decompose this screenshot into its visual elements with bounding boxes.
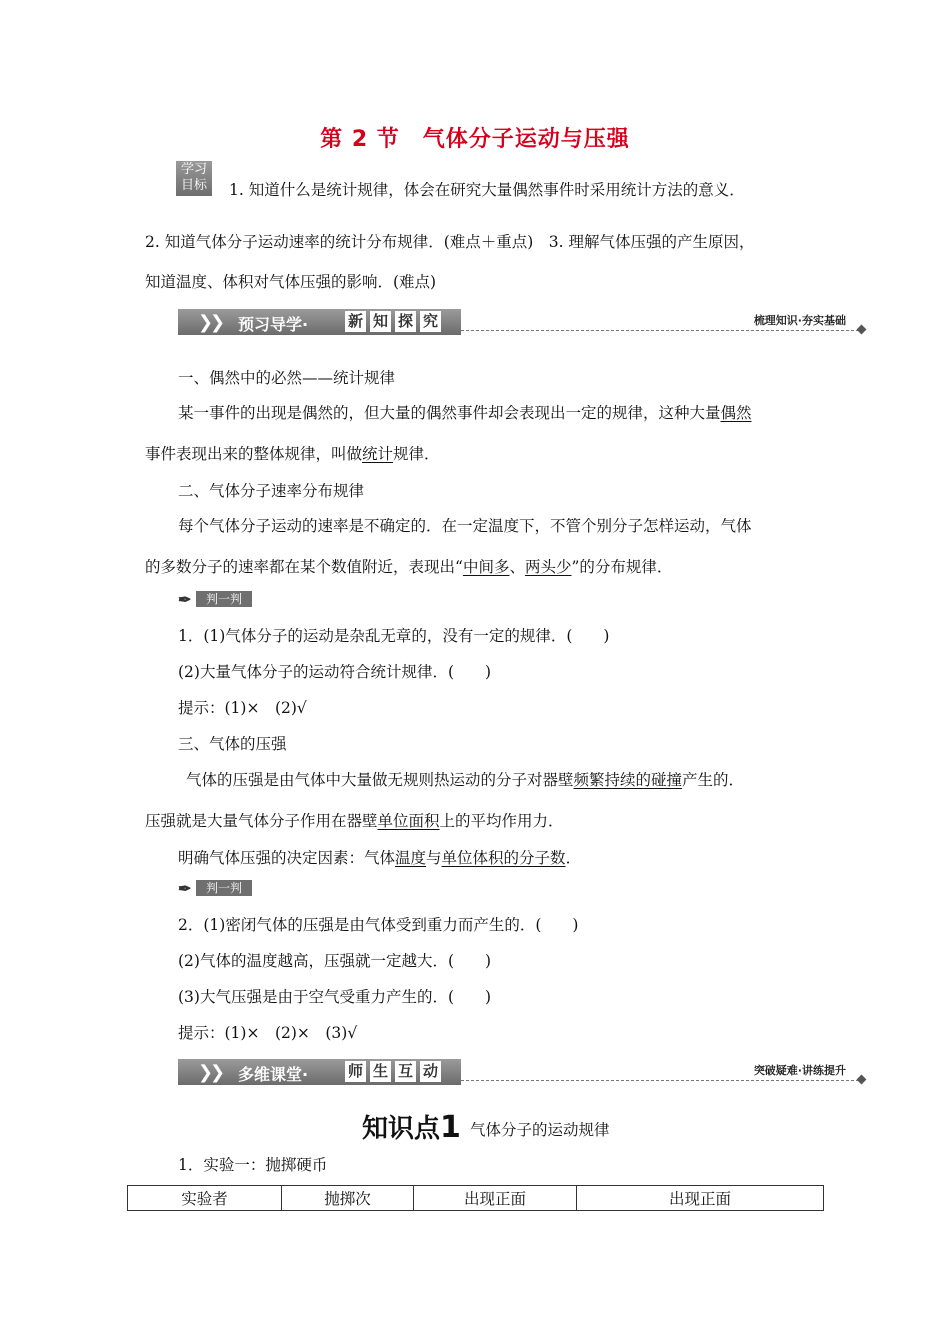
answer-blank: 频繁持续的碰撞 — [573, 771, 683, 789]
experiment-table — [127, 1185, 824, 1211]
paragraph-line: 明确气体压强的决定因素：气体温度与单位体积的分子数． — [178, 849, 582, 867]
objective-line-3: 知道温度、体积对气体压强的影响．(难点) — [145, 273, 437, 291]
question-line: (2)气体的温度越高，压强就一定越大．( ) — [178, 952, 492, 970]
pen-icon: ✒ — [178, 590, 192, 609]
banner-main-text: 预习导学· — [238, 315, 309, 334]
answer-blank: 偶然 — [720, 404, 752, 422]
paragraph-line: 事件表现出来的整体规律，叫做统计规律． — [145, 445, 440, 463]
banner-char: 究 — [420, 311, 441, 332]
paragraph-line: 气体的压强是由气体中大量做无规则热运动的分子对器壁频繁持续的碰撞产生的． — [186, 771, 745, 789]
banner-right-text: 突破疑难·讲练提升 — [753, 1064, 846, 1077]
section-heading-2: 二、气体分子速率分布规律 — [178, 482, 365, 500]
objectives-badge — [176, 161, 212, 196]
paragraph-line: 压强就是大量气体分子作用在器壁单位面积上的平均作用力． — [145, 812, 564, 830]
banner-char: 新 — [345, 311, 366, 332]
banner-main-text: 多维课堂· — [238, 1065, 309, 1084]
answer-blank: 统计 — [362, 445, 394, 463]
answer-blank: 单位面积 — [377, 812, 440, 830]
section-heading-3: 三、气体的压强 — [178, 735, 287, 753]
question-line: (2)大量气体分子的运动符合统计规律．( ) — [178, 663, 492, 681]
objective-line-1: 1. 知道什么是统计规律，体会在研究大量偶然事件时采用统计方法的意义． — [229, 181, 745, 199]
table-row — [128, 1186, 824, 1211]
answer-blank: 温度 — [395, 849, 427, 867]
objective-line-2: 2. 知道气体分子运动速率的统计分布规律．(难点＋重点) 3. 理解气体压强的产生原因， — [145, 233, 755, 251]
paragraph-line: 某一事件的出现是偶然的，但大量的偶然事件却会表现出一定的规律，这种大量偶然 — [178, 404, 752, 422]
experiment-heading: 1．实验一：抛掷硬币 — [178, 1156, 328, 1174]
hint-line: 提示：(1)× (2)× (3)√ — [178, 1024, 358, 1042]
answer-blank: 单位体积的分子数 — [441, 849, 566, 867]
badge-line-2: 目标 — [180, 178, 207, 193]
answer-blank: 中间多 — [462, 558, 510, 576]
question-line: (3)大气压强是由于空气受重力产生的．( ) — [178, 988, 492, 1006]
pen-icon: ✒ — [178, 879, 192, 898]
section-banner-classroom: ❯ ❯ 多维课堂· 师 生 互 动 突破疑难·讲练提升 — [178, 1059, 868, 1085]
banner-char: 探 — [395, 311, 416, 332]
banner-char: 生 — [370, 1061, 391, 1082]
banner-char: 动 — [420, 1061, 441, 1082]
banner-right-text: 梳理知识·夯实基础 — [753, 314, 846, 327]
answer-blank: 两头少 — [524, 558, 572, 576]
knowledge-point-label: 知识点1 — [362, 1110, 461, 1145]
question-line: 2．(1)密闭气体的压强是由气体受到重力而产生的．( ) — [178, 916, 579, 934]
banner-char: 互 — [395, 1061, 416, 1082]
badge-line-1: 学习 — [180, 162, 207, 177]
table-header-cell: 出现正面 — [414, 1186, 577, 1211]
table-header-cell: 抛掷次 — [282, 1186, 414, 1211]
table-header-cell: 出现正面 — [577, 1186, 824, 1211]
question-line: 1．(1)气体分子的运动是杂乱无章的，没有一定的规律．( ) — [178, 627, 610, 645]
table-header-cell: 实验者 — [128, 1186, 282, 1211]
knowledge-point-subtitle: 气体分子的运动规律 — [470, 1121, 610, 1139]
section-heading-1: 一、偶然中的必然——统计规律 — [178, 369, 396, 387]
banner-char: 知 — [370, 311, 391, 332]
banner-char: 师 — [345, 1061, 366, 1082]
hint-line: 提示：(1)× (2)√ — [178, 699, 307, 717]
section-banner-preview: ❯ ❯ 预习导学· 新 知 探 究 梳理知识·夯实基础 — [178, 309, 868, 335]
paragraph-line: 的多数分子的速率都在某个数值附近，表现出“中间多、两头少”的分布规律． — [145, 558, 673, 576]
page-title: 第 2 节 气体分子运动与压强 — [320, 127, 630, 152]
paragraph-line: 每个气体分子运动的速率是不确定的．在一定温度下，不管个别分子怎样运动，气体 — [178, 517, 752, 535]
